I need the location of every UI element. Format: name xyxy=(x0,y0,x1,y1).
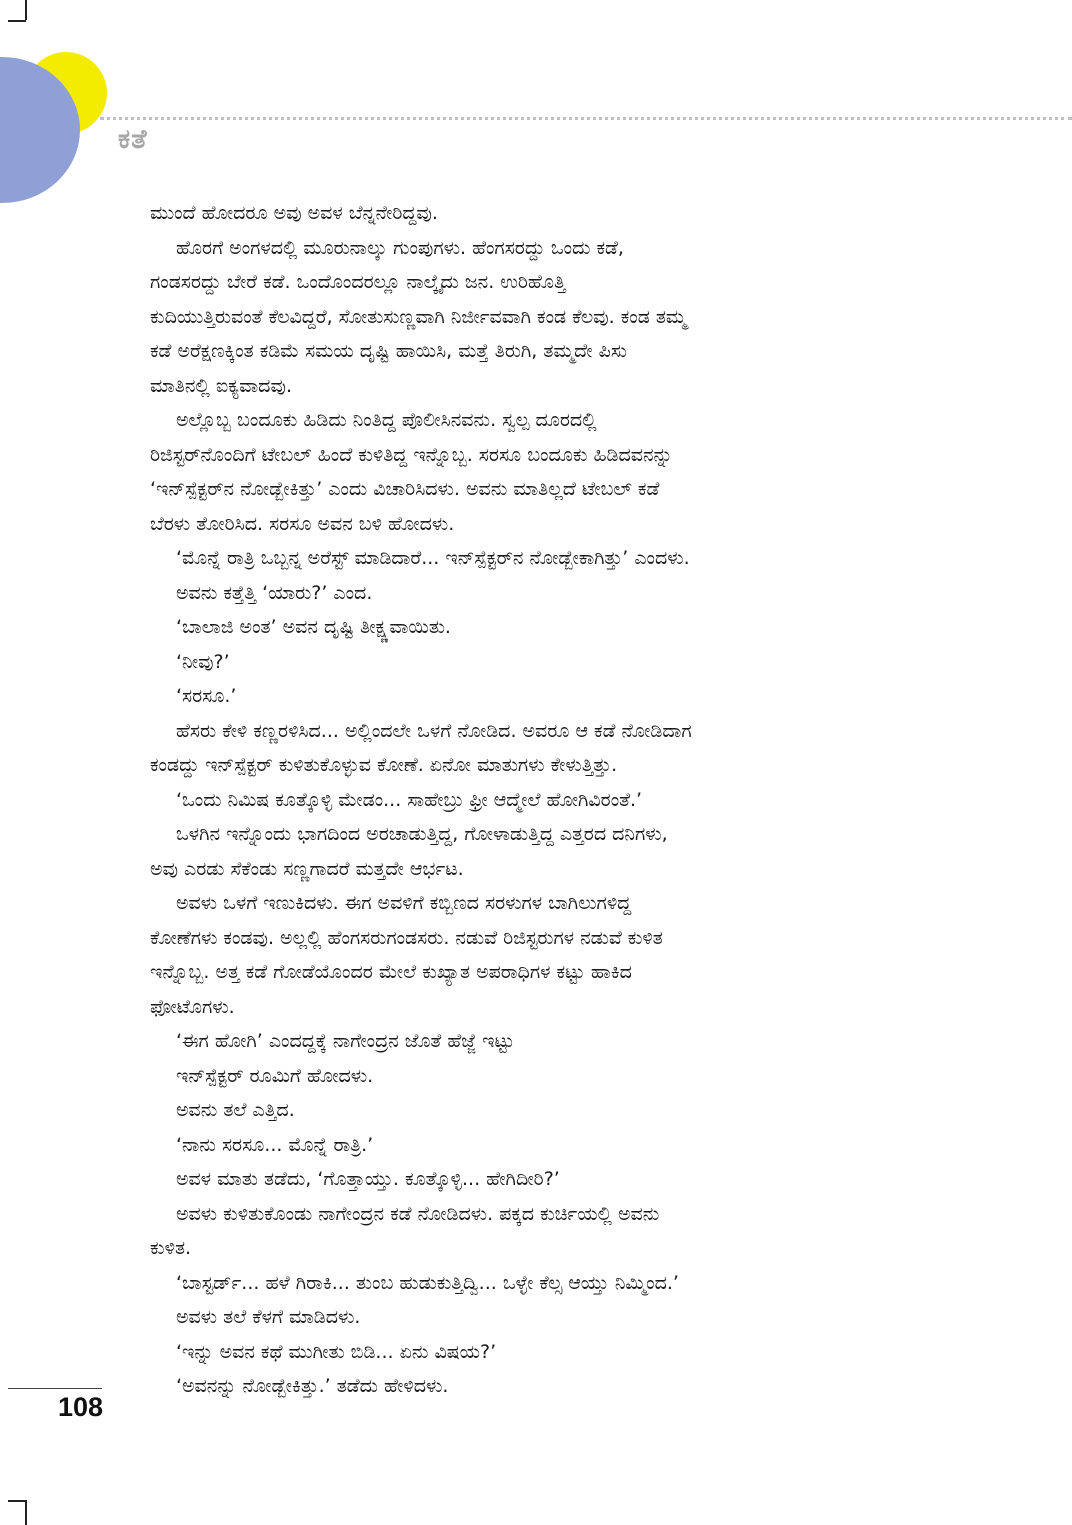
text-line: ಕಡೆ ಅರೆಕ್ಷಣಕ್ಕಿಂತ ಕಡಿಮೆ ಸಮಯ ದೃಷ್ಟಿ ಹಾಯಿಸಿ, ಮತ್ತೆ ತಿರುಗಿ, ತಮ್ಮದೇ ಪಿಸು xyxy=(150,340,627,362)
text-line: ಫೋಟೊಗಳು. xyxy=(150,995,235,1018)
text-line: ‘ನಾನು ಸರಸೂ... ಮೊನ್ನೆ ರಾತ್ರಿ.’ xyxy=(176,1133,374,1156)
text-line: ಅವಳು ತಲೆ ಕೆಳಗೆ ಮಾಡಿದಳು. xyxy=(176,1306,361,1328)
section-label: ಕತೆ xyxy=(118,124,148,155)
text-line: ಅವನು ತಲೆ ಎತ್ತಿದ. xyxy=(176,1099,295,1121)
text-line: ಅವಳು ಒಳಗೆ ಇಣುಕಿದಳು. ಈಗ ಅವಳಿಗೆ ಕಬ್ಬಿಣದ ಸರಳುಗಳ ಬಾಗಿಲುಗಳಿದ್ದ xyxy=(176,892,632,914)
text-line: ಗಂಡಸರದ್ದು ಬೇರೆ ಕಡೆ. ಒಂದೊಂದರಲ್ಲೂ ನಾಲ್ಕೈದು ಜನ. ಉರಿಹೊತ್ತಿ xyxy=(150,271,566,293)
text-line: ‘ಇನ್‌ಸ್ಪೆಕ್ಟರ್‌ನ ನೋಡ್ಬೇಕಿತ್ತು’ ಎಂದು ವಿಚಾರಿಸಿದಳು. ಅವನು ಮಾತಿಲ್ಲದೆ ಟೇಬಲ್ ಕಡೆ xyxy=(150,478,660,500)
crop-mark-bottom xyxy=(25,1500,27,1525)
text-line: ಕುದಿಯುತ್ತಿರುವಂತೆ ಕೆಲವಿದ್ದರೆ, ಸೋತುಸುಣ್ಣವಾಗಿ ನಿರ್ಜೀವವಾಗಿ ಕಂಡ ಕೆಲವು. ಕಂಡ ತಮ್ಮ xyxy=(150,305,687,328)
text-line: ಇನ್‌ಸ್ಪೆಕ್ಟರ್ ರೂಮಿಗೆ ಹೋದಳು. xyxy=(176,1064,374,1087)
story-body xyxy=(150,196,910,1404)
text-line: ಕುಳಿತ. xyxy=(150,1237,192,1259)
text-line: ‘ಬಾಲಾಜಿ ಅಂತ’ ಅವನ ದೃಷ್ಟಿ ತೀಕ್ಷ್ಣವಾಯಿತು. xyxy=(176,616,451,638)
text-line: ‘ನೀವು?’ xyxy=(176,650,230,673)
text-line: ಕಂಡದ್ದು ಇನ್‌ಸ್ಪೆಕ್ಟರ್ ಕುಳಿತುಕೊಳ್ಳುವ ಕೋಣೆ. ಏನೋ ಮಾತುಗಳು ಕೇಳುತ್ತಿತ್ತು. xyxy=(150,754,618,776)
text-line: ಬೆರಳು ತೋರಿಸಿದ. ಸರಸೂ ಅವನ ಬಳಿ ಹೋದಳು. xyxy=(150,512,455,535)
text-line: ಅಲ್ಲೊಬ್ಬ ಬಂದೂಕು ಹಿಡಿದು ನಿಂತಿದ್ದ ಪೊಲೀಸಿನವನು. ಸ್ವಲ್ಪ ದೂರದಲ್ಲಿ xyxy=(176,409,597,431)
text-line: ಮುಂದೆ ಹೋದರೂ ಅವು ಅವಳ ಬೆನ್ನನೇರಿದ್ದವು. xyxy=(150,202,438,224)
text-line: ಒಳಗಿನ ಇನ್ನೊಂದು ಭಾಗದಿಂದ ಅರಚಾಡುತ್ತಿದ್ದ, ಗೋಳಾಡುತ್ತಿದ್ದ ಎತ್ತರದ ದನಿಗಳು, xyxy=(176,823,668,845)
text-line: ‘ಬಾಸ್ಟರ್ಡ್... ಹಳೆ ಗಿರಾಕಿ... ತುಂಬ ಹುಡುಕುತ್ತಿದ್ವಿ... ಒಳ್ಳೇ ಕೆಲ್ಸ ಆಯ್ತು ನಿಮ್ಮಿಂದ.’ xyxy=(176,1271,679,1294)
text-line: ‘ಅವನನ್ನು ನೋಡ್ಬೇಕಿತ್ತು.’ ತಡೆದು ಹೇಳಿದಳು. xyxy=(176,1375,449,1397)
text-line: ಅವಳು ಕುಳಿತುಕೊಂಡು ನಾಗೇಂದ್ರನ ಕಡೆ ನೋಡಿದಳು. ಪಕ್ಕದ ಕುರ್ಚಿಯಲ್ಲಿ ಅವನು xyxy=(176,1202,660,1225)
text-line: ಮಾತಿನಲ್ಲಿ ಐಕ್ಯವಾದವು. xyxy=(150,374,292,397)
text-line: ‘ಈಗ ಹೋಗಿ’ ಎಂದದ್ದಕ್ಕೆ ನಾಗೇಂದ್ರನ ಜೊತೆ ಹೆಜ್ಜೆ ಇಟ್ಟು xyxy=(176,1030,515,1052)
crop-mark-bottom-h xyxy=(8,1500,26,1502)
header-dotted-rule xyxy=(100,117,1072,120)
footer-rule xyxy=(8,1388,102,1389)
text-line: ‘ಒಂದು ನಿಮಿಷ ಕೂತ್ಕೊಳ್ಳಿ ಮೇಡಂ... ಸಾಹೇಬ್ರು ಫ್ರೀ ಆದ್ಮೇಲೆ ಹೋಗಿವಿರಂತೆ.’ xyxy=(176,788,643,811)
text-line: ಹೆಸರು ಕೇಳಿ ಕಣ್ಣರಳಿಸಿದ... ಅಲ್ಲಿಂದಲೇ ಒಳಗೆ ನೋಡಿದ. ಅವರೂ ಆ ಕಡೆ ನೋಡಿದಾಗ xyxy=(176,719,692,742)
text-line: ‘ಮೊನ್ನೆ ರಾತ್ರಿ ಒಬ್ಬನ್ನ ಅರೆಸ್ಟ್ ಮಾಡಿದಾರೆ... ಇನ್‌ಸ್ಪೆಕ್ಟರ್‌ನ ನೋಡ್ಬೇಕಾಗಿತ್ತು’ ಎಂದಳು. xyxy=(176,547,690,569)
text-line: ರಿಜಿಸ್ಟರ್‌ನೊಂದಿಗೆ ಟೇಬಲ್ ಹಿಂದೆ ಕುಳಿತಿದ್ದ ಇನ್ನೊಬ್ಬ. ಸರಸೂ ಬಂದೂಕು ಹಿಡಿದವನನ್ನು xyxy=(150,443,673,466)
text-line: ‘ಸರಸೂ.’ xyxy=(176,685,237,707)
text-line: ಕೋಣೆಗಳು ಕಂಡವು. ಅಲ್ಲಲ್ಲಿ ಹೆಂಗಸರುಗಂಡಸರು. ನಡುವೆ ರಿಜಿಸ್ಟರುಗಳ ನಡುವೆ ಕುಳಿತ xyxy=(150,926,663,949)
text-line: ಅವು ಎರಡು ಸೆಕೆಂಡು ಸಣ್ಣಗಾದರೆ ಮತ್ತದೇ ಆರ್ಭಟ. xyxy=(150,857,464,880)
crop-mark-top-h xyxy=(8,20,26,22)
text-line: ಅವಳ ಮಾತು ತಡೆದು, ‘ಗೊತ್ತಾಯ್ತು. ಕೂತ್ಕೊಳ್ಳಿ... ಹೇಗಿದೀರಿ?’ xyxy=(176,1168,560,1190)
text-line: ಇನ್ನೊಬ್ಬ. ಅತ್ತ ಕಡೆ ಗೋಡೆಯೊಂದರ ಮೇಲೆ ಕುಖ್ಯಾತ ಅಪರಾಧಿಗಳ ಕಟ್ಟು ಹಾಕಿದ xyxy=(150,961,632,983)
text-line: ಅವನು ಕತ್ತೆತ್ತಿ ‘ಯಾರು?’ ಎಂದ. xyxy=(176,581,373,604)
crop-mark-top xyxy=(25,0,27,20)
text-line: ಹೊರಗೆ ಅಂಗಳದಲ್ಲಿ ಮೂರುನಾಲ್ಕು ಗುಂಪುಗಳು. ಹೆಂಗಸರದ್ದು ಒಂದು ಕಡೆ, xyxy=(176,236,624,259)
page-number: 108 xyxy=(58,1392,104,1422)
text-line: ‘ಇನ್ನು ಅವನ ಕಥೆ ಮುಗೀತು ಬಿಡಿ... ಏನು ವಿಷಯ?’ xyxy=(176,1340,497,1363)
